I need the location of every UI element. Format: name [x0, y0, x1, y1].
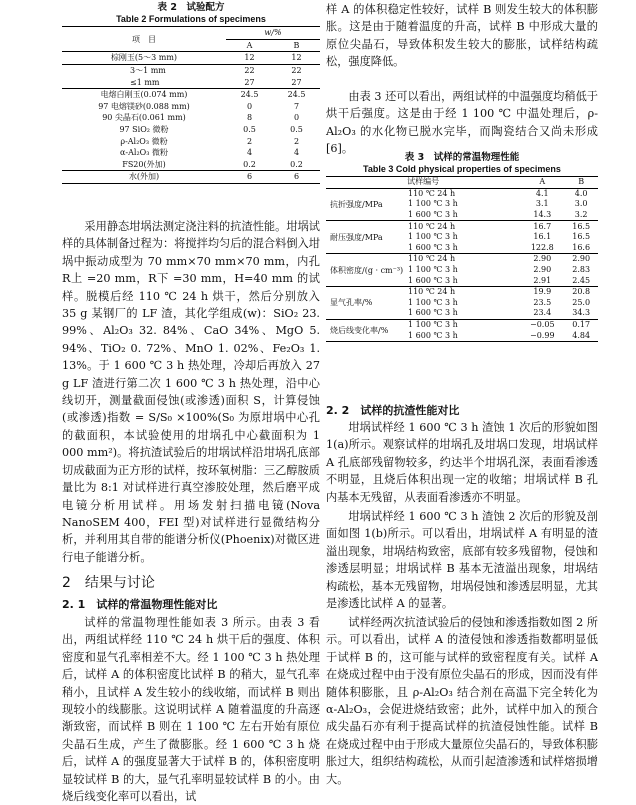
- table2-cell-a: 27: [226, 76, 273, 88]
- table3-cell-b: 0.17: [572, 320, 591, 330]
- table3: [326, 176, 598, 342]
- table2-row: [62, 171, 320, 184]
- table2-header-b: B: [273, 39, 320, 52]
- table3-block: [326, 152, 598, 342]
- table2-cell-b: 0.2: [273, 159, 320, 171]
- table3-row: [326, 254, 598, 265]
- table3-cell-a: 19.9: [533, 287, 552, 297]
- table2-row-label: ≤1 mm: [62, 76, 226, 88]
- table3-row: [326, 221, 598, 232]
- table3-caption-cn: 表 3 试样的常温物理性能: [404, 152, 520, 163]
- table3-cell-a: 2.90: [533, 254, 552, 264]
- table2-block: [62, 2, 320, 184]
- table2-cell-b: 12: [273, 52, 320, 65]
- table2-cell-b: 2: [293, 136, 300, 146]
- table2-row: [62, 88, 320, 100]
- table2-cell-b: 7: [293, 101, 300, 111]
- table2-cell-a: 6: [246, 172, 253, 182]
- table2-cell-a: 0.2: [226, 159, 273, 171]
- table2-row-label: 90 尖晶石(0.061 mm): [102, 113, 186, 123]
- table3-row: [326, 319, 598, 330]
- table3-cell-a: −0.99: [530, 330, 555, 340]
- table3-cell-a: −0.05: [530, 320, 555, 330]
- table2-cell-b: 0: [293, 113, 300, 123]
- table2-cell-a: 0.5: [243, 125, 256, 135]
- table3-header-row: [326, 177, 598, 189]
- table2-cell-b: 22: [291, 66, 302, 76]
- table2-row: [62, 76, 320, 88]
- table2-row-label: FS20(外加): [62, 159, 226, 171]
- table3-cell-a: 23.5: [533, 297, 552, 307]
- table2-cell-b: 24.5: [287, 90, 306, 100]
- table3-cell-a: 4.1: [535, 188, 549, 198]
- table2-row: [62, 112, 320, 124]
- table2-cell-a: 22: [244, 66, 255, 76]
- table3-condition: 1 600 ℃ 3 h: [406, 210, 520, 221]
- table2-cell-a: 2: [246, 136, 253, 146]
- table3-row: [326, 188, 598, 199]
- table2-row-label: 水(外加): [128, 172, 160, 182]
- table2-row: [62, 101, 320, 113]
- table2-cell-b: 6: [293, 172, 300, 182]
- table3-cell-b: 16.5: [572, 232, 591, 242]
- table2-row: [62, 124, 320, 136]
- method-paragraph: 采用静态坩埚法测定浇注料的抗渣性能。坩埚试样的具体制备过程为：将搅拌均匀后的混合料倒入坩埚中振动成型为 70 mm×70 mm×70 mm，内孔 R上 =20 mm，R下 =30 mm，H=40 mm 的试样。脱模后经 110 ℃ 24 h 烘干，然后分别放入 35 g 某钢厂的 LF 渣，其化学组成(w)：SiO₂ 23. 99%、Al₂O₃ 32. 84%、CaO 34%、MgO 5. 94%、TiO₂ 0. 72%、MnO 1. 02%、Fe₂O₃ 1. 13%。于 1 600 ℃ 3 h 热处理，冷却后再放入 27 g LF 渣进行第二次 1 600 ℃ 3 h 热处理，沿中心线切开，测量截面侵蚀(或渗透)面积 S，计算侵蚀(或渗透)指数 = S/S₀ ×100%(S₀ 为原坩埚中心孔的截面积，本试验使用的坩埚孔中心截面积为 1 000 mm²)。将抗渣试验后的坩埚试样沿坩埚孔底部切成截面为正方形的试样，按环氧树脂：三乙醇胺质量比为 8:1 对试样进行真空渗胶处理，然后磨平成电镜分析用试样。用场发射扫描电镜(Nova NanoSEM 400，FEI 型)对试样进行显微结构分析，并利用其自带的能谱分析仪(Phoenix)对微区进行电子能谱分析。: [62, 220, 320, 564]
- table2-row: [62, 52, 320, 65]
- table2-header-unit: w/%: [226, 27, 320, 40]
- table3-group-label: 显气孔率/%: [326, 286, 406, 319]
- table3-condition: 1 600 ℃ 3 h: [406, 275, 520, 286]
- table3-header-b: B: [564, 177, 598, 189]
- table2-caption-en: Table 2 Formulations of specimens: [116, 14, 266, 24]
- table2-cell-b: 4: [293, 148, 300, 158]
- table2-row-label: ρ-Al₂O₃ 微粉: [120, 136, 168, 146]
- table3-cell-b: 16.6: [564, 243, 598, 254]
- slag-paragraph-2: 坩埚试样经 1 600 ℃ 3 h 渣蚀 2 次后的形貌及剖面如图 1(b)所示。可以看出，坩埚试样 A 有明显的渣溢出现象，坩埚结构致密，底部有较多残留物，侵蚀和渗透层明显；坩埚试样 B 基本无渣溢出现象，坩埚结构疏松，基本无残留物，坩埚侵蚀和渗透层明显，尤其是渗透比试样 A 的显著。: [326, 510, 598, 611]
- table2-header-row: [62, 27, 320, 40]
- section-heading-results: 2 结果与讨论: [62, 575, 155, 591]
- table3-row: [326, 286, 598, 297]
- table2-row: [62, 135, 320, 147]
- table3-cell-a: 3.1: [535, 199, 549, 209]
- subsection-heading-2-1: 2. 1 试样的常温物理性能对比: [62, 598, 218, 611]
- table3-condition: 1 600 ℃ 3 h: [408, 330, 458, 340]
- table3-header-no: 试样编号: [326, 177, 520, 189]
- table3-cell-b: 16.5: [572, 221, 591, 231]
- table3-cell-b: 2.45: [564, 275, 598, 286]
- table2-row: [62, 147, 320, 159]
- table3-condition: 110 ℃ 24 h: [408, 221, 456, 231]
- table3-header-a: A: [520, 177, 564, 189]
- table3-caption-en: Table 3 Cold physical properties of specimens: [363, 164, 561, 174]
- table3-condition: 110 ℃ 24 h: [408, 254, 456, 264]
- results-paragraph-3: 由表 3 还可以看出，两组试样的中温强度均稍低于烘干后强度。这是由于经 1 100 ℃ 中温处理后，ρ-Al₂O₃ 的水化物已脱水完毕，而陶瓷结合又尚未形成[6]。: [326, 90, 598, 156]
- table2-row-label: 97 电熔镁砂(0.088 mm): [98, 101, 190, 111]
- table3-cell-b: 25.0: [572, 297, 591, 307]
- table2-caption-cn: 表 2 试验配方: [157, 2, 225, 13]
- table3-cell-a: 2.90: [533, 265, 552, 275]
- table2-cell-a: 24.5: [240, 90, 259, 100]
- table3-condition: 1 100 ℃ 3 h: [408, 297, 458, 307]
- table2-cell-a: 4: [246, 148, 253, 158]
- table2-cell-a: 0: [246, 101, 253, 111]
- table3-cell-b: 34.3: [564, 308, 598, 319]
- table3-condition: 1 100 ℃ 3 h: [408, 199, 458, 209]
- table2-cell-a: 12: [226, 52, 273, 65]
- table2: [62, 26, 320, 184]
- table3-cell-b: 4.84: [572, 330, 591, 340]
- table3-condition: 1 600 ℃ 3 h: [406, 243, 520, 254]
- table2-header-item: 项 目: [62, 27, 226, 52]
- table3-cell-b: 3.2: [564, 210, 598, 221]
- slag-paragraph-1: 坩埚试样经 1 600 ℃ 3 h 渣蚀 1 次后的形貌如图 1(a)所示。观察试样的坩埚孔及坩埚口发现，坩埚试样 A 孔底部残留物较多，约达半个坩埚孔深，表面看渗透不明显，且烧后体积出现一定的收缩；坩埚试样 B 孔内基本无残留，从表面看渗透亦不明显。: [326, 421, 598, 504]
- table2-row: [62, 64, 320, 76]
- table2-header-a: A: [226, 39, 273, 52]
- table3-cell-a: 23.4: [520, 308, 564, 319]
- table2-cell-b: 0.5: [290, 125, 303, 135]
- table3-condition: 1 100 ℃ 3 h: [408, 232, 458, 242]
- slag-paragraph-3: 试样经两次抗渣试验后的侵蚀和渗透指数如图 2 所示。可以看出，试样 A 的渣侵蚀和渗透指数都明显低于试样 B 的，这可能与试样的致密程度有关。试样 A 在烧成过程中由于没有原位尖晶石的形成，因而没有伴随体积膨胀，且 ρ-Al₂O₃ 结合剂在高温下完全转化为 α-Al₂O₃，会促进烧结致密；此外，试样中加入的预合成尖晶石亦有利于提高试样的抗渣侵蚀性能。试样 B 在烧成过程中由于形成大量原位尖晶石的，导致体积膨胀过大，组织结构疏松，从而引起渣渗透和试样熔损增大。: [326, 616, 598, 786]
- table3-condition: 1 100 ℃ 3 h: [408, 320, 458, 330]
- table3-condition: 1 100 ℃ 3 h: [408, 265, 458, 275]
- table2-row-label: 97 SiO₂ 微粉: [119, 125, 169, 135]
- table3-cell-a: 2.91: [520, 275, 564, 286]
- table3-cell-b: 3.0: [574, 199, 588, 209]
- table3-condition: 110 ℃ 24 h: [408, 287, 456, 297]
- table3-group-label: 体积密度/(g · cm⁻³): [326, 254, 406, 287]
- table2-row-label: α-Al₂O₃ 微粉: [120, 148, 168, 158]
- table3-cell-a: 16.1: [533, 232, 552, 242]
- table2-cell-b: 27: [273, 76, 320, 88]
- table3-group-label: 烧后线变化率/%: [330, 325, 389, 335]
- table3-group-label: 耐压强度/MPa: [326, 221, 406, 254]
- table2-row: [62, 159, 320, 171]
- table3-cell-a: 16.7: [533, 221, 552, 231]
- table2-row-label: 3～1 mm: [130, 66, 166, 76]
- table3-cell-b: 4.0: [574, 188, 588, 198]
- results-paragraph-1: 试样的常温物理性能如表 3 所示。由表 3 看出，两组试样经 110 ℃ 24 h 烘干后的强度、体积密度和显气孔率相差不大。经 1 100 ℃ 3 h 热处理后，试样 A 的体积密度比试样 B 的稍大，显气孔率稍小，且试样 A 发生较小的线收缩，而试样 B 则出现较小的线膨胀。这说明试样 A 随着温度的升高逐渐致密，而试样 B 则在 1 100 ℃ 左右开始有原位尖晶石生成，产生了微膨胀。经 1 600 ℃ 3 h 烧后，试样 A 的强度显著大于试样 B 的，体积密度明显较试样 B 的大，显气孔率明显较试样 B 的小。由烧后线变化率可以看出，试: [62, 616, 320, 804]
- table3-cell-b: 2.83: [572, 265, 591, 275]
- table3-group-label: 抗折强度/MPa: [326, 188, 406, 221]
- table2-cell-a: 8: [246, 113, 253, 123]
- table3-condition: 110 ℃ 24 h: [408, 188, 456, 198]
- table3-cell-a: 14.3: [520, 210, 564, 221]
- table2-row-label: 棕刚玉(5～3 mm): [62, 52, 226, 65]
- table3-cell-b: 20.8: [572, 287, 591, 297]
- table3-cell-b: 2.90: [572, 254, 591, 264]
- table3-condition: 1 600 ℃ 3 h: [406, 308, 520, 319]
- subsection-heading-2-2: 2. 2 试样的抗渣性能对比: [326, 404, 460, 417]
- results-paragraph-2: 样 A 的体积稳定性较好，试样 B 则发生较大的体积膨胀。这是由于随着温度的升高，试样 B 中形成大量的原位尖晶石，导致体积发生较大的膨胀，试样结构疏松，强度降低。: [326, 3, 598, 69]
- table2-row-label: 电熔白刚玉(0.074 mm): [100, 90, 188, 100]
- table3-cell-a: 122.8: [520, 243, 564, 254]
